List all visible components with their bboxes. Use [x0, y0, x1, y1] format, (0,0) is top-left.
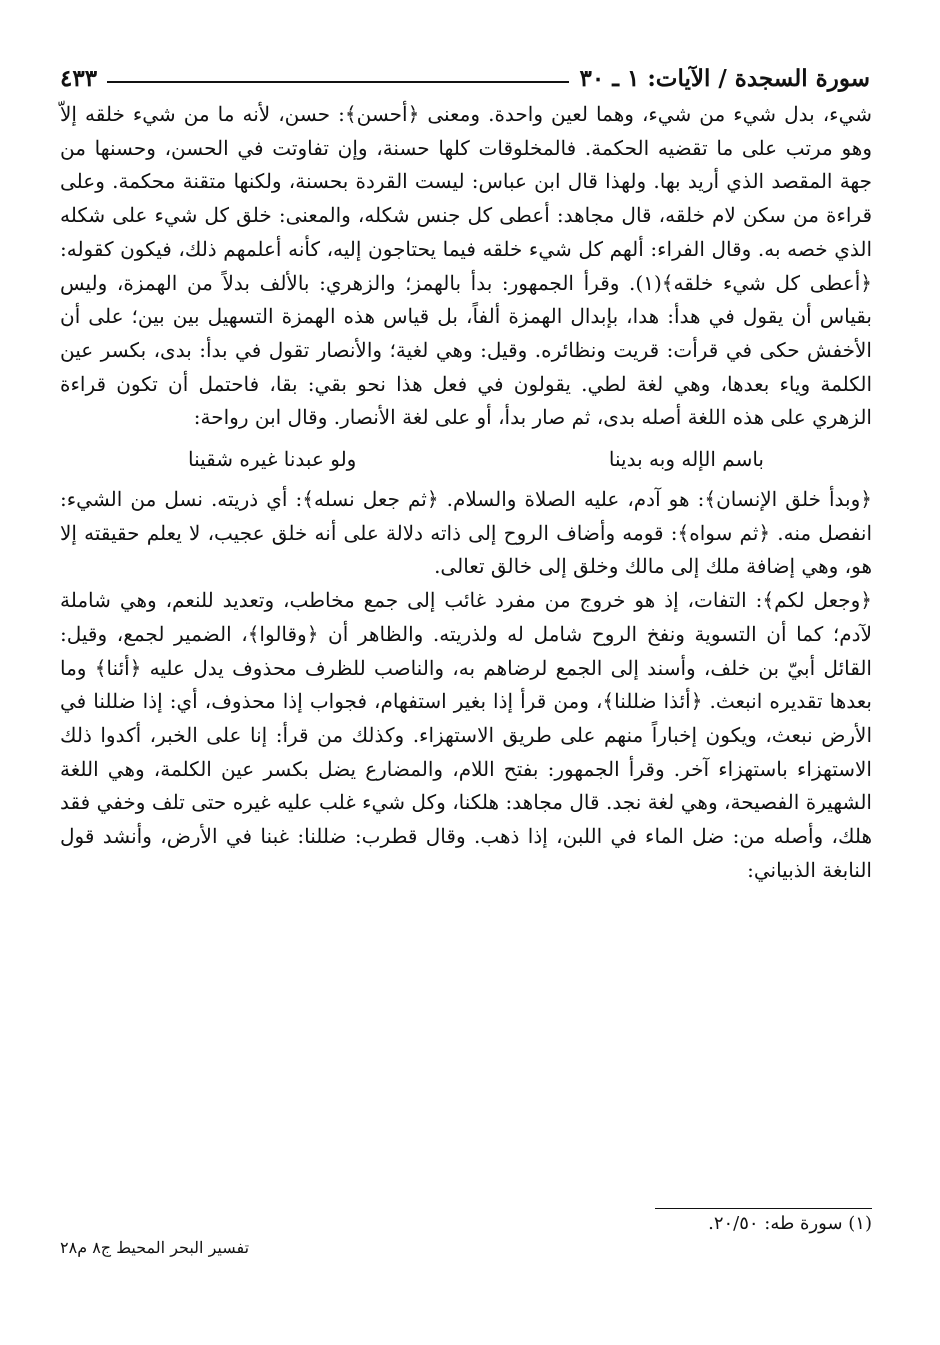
- paragraph-2: ﴿وبدأ خلق الإنسان﴾: هو آدم، عليه الصلاة والسلام. ﴿ثم جعل نسله﴾: أي ذريته. نسل من الشيء: انفصل منه. ﴿ثم سواه﴾: قومه وأضاف الروح إلى ذاته دلالة على أنه خلق عجيب، لا يعلم حقيقته إلا هو، وهي إضافة ملك إلى مالك وخلق إلى خالق تعالى.: [60, 487, 872, 579]
- running-header: [60, 62, 870, 94]
- page-number: ٤٣٣: [60, 64, 98, 92]
- verse-first-hemistich: باسم الإله وبه بدينا: [608, 447, 764, 472]
- page-footer-signature: تفسير البحر المحيط ج٨ م٢٨: [60, 1238, 250, 1257]
- main-text: [60, 98, 872, 887]
- header-title: سورة السجدة / الآيات: ١ ـ ٣٠: [579, 64, 870, 92]
- poetry-verse: [60, 435, 872, 483]
- paragraph-1: شيء، بدل شيء من شيء، وهما لعين واحدة. ومعنى ﴿أحسن﴾: حسن، لأنه ما من شيء خلقه إلاّ وهو مرتب على ما تقضيه الحكمة. فالمخلوقات كلها حسنة، وإن تفاوتت في الحسن، وحسنها من جهة المقصد الذي أريد بها. ولهذا قال ابن عباس: ليست القردة بحسنة، ولكنها متقنة محكمة. وعلى قراءة من سكن لام خلقه، قال مجاهد: أعطى كل جنس شكله، والمعنى: خلق كل شيء على شكله الذي خصه به. وقال الفراء: ألهم كل شيء خلقه فيما يحتاجون إليه، كأنه أعلمهم ذلك، فيكون كقوله: ﴿أعطى كل شيء خلقه﴾(١). وقرأ الجمهور: بدأ بالهمز؛ والزهري: بالألف بدلاً من الهمزة، وليس بقياس أن يقول في هدأ: هدا، بإبدال الهمزة ألفاً، بل قياس هذه الهمزة التسهيل بين بين؛ على أن الأخفش حكى في قرأت: قريت ونظائره. وقيل: وهي لغية؛ والأنصار تقول في بدأ: بدى، بكسر عين الكلمة وياء بعدها، وهي لغة لطي. يقولون في فعل هذا نحو بقي: بقا، فاحتمل أن تكون قراءة الزهري على هذه اللغة أصله بدى، ثم صار بدأ، أو على لغة الأنصار. وقال ابن رواحة:: [60, 102, 873, 430]
- paragraph-3: ﴿وجعل لكم﴾: التفات، إذ هو خروج من مفرد غائب إلى جمع مخاطب، وتعديد للنعم، وهي شاملة لآدم؛ كما أن التسوية ونفخ الروح شامل له ولذريته. والظاهر أن ﴿وقالوا﴾، الضمير لجمع، وقيل: القائل أبيّ بن خلف، وأسند إلى الجمع لرضاهم به، والناصب للظرف محذوف يدل عليه ﴿أئنا﴾ وما بعدها تقديره انبعث. ﴿أئذا ضللنا﴾، ومن قرأ إذا بغير استفهام، فجواب إذا محذوف، أي: إذا ضللنا في الأرض نبعث، ويكون إخباراً منهم على طريق الاستهزاء. وكذلك من قرأ: إنا على الخبر، أكدوا ذلك الاستهزاء باستهزاء آخر. وقرأ الجمهور: بفتح اللام، والمضارع يضل بكسر عين الكلمة، وهي اللغة الشهيرة الفصيحة، وهي لغة نجد. قال مجاهد: هلكنا، وكل شيء غلب عليه غيره حتى تلف وخفي فقد هلك، وأصله من: ضل الماء في اللبن، إذا ذهب. وقال قطرب: ضللنا: غبنا في الأرض، وأنشد قول النابغة الذبياني:: [60, 588, 872, 882]
- footnote: (١) سورة طه: ٢٠/٥٠.: [708, 1213, 872, 1234]
- header-rule: [107, 81, 569, 83]
- footnote-rule: [655, 1208, 872, 1209]
- verse-second-hemistich: ولو عبدنا غيره شقينا: [188, 447, 357, 472]
